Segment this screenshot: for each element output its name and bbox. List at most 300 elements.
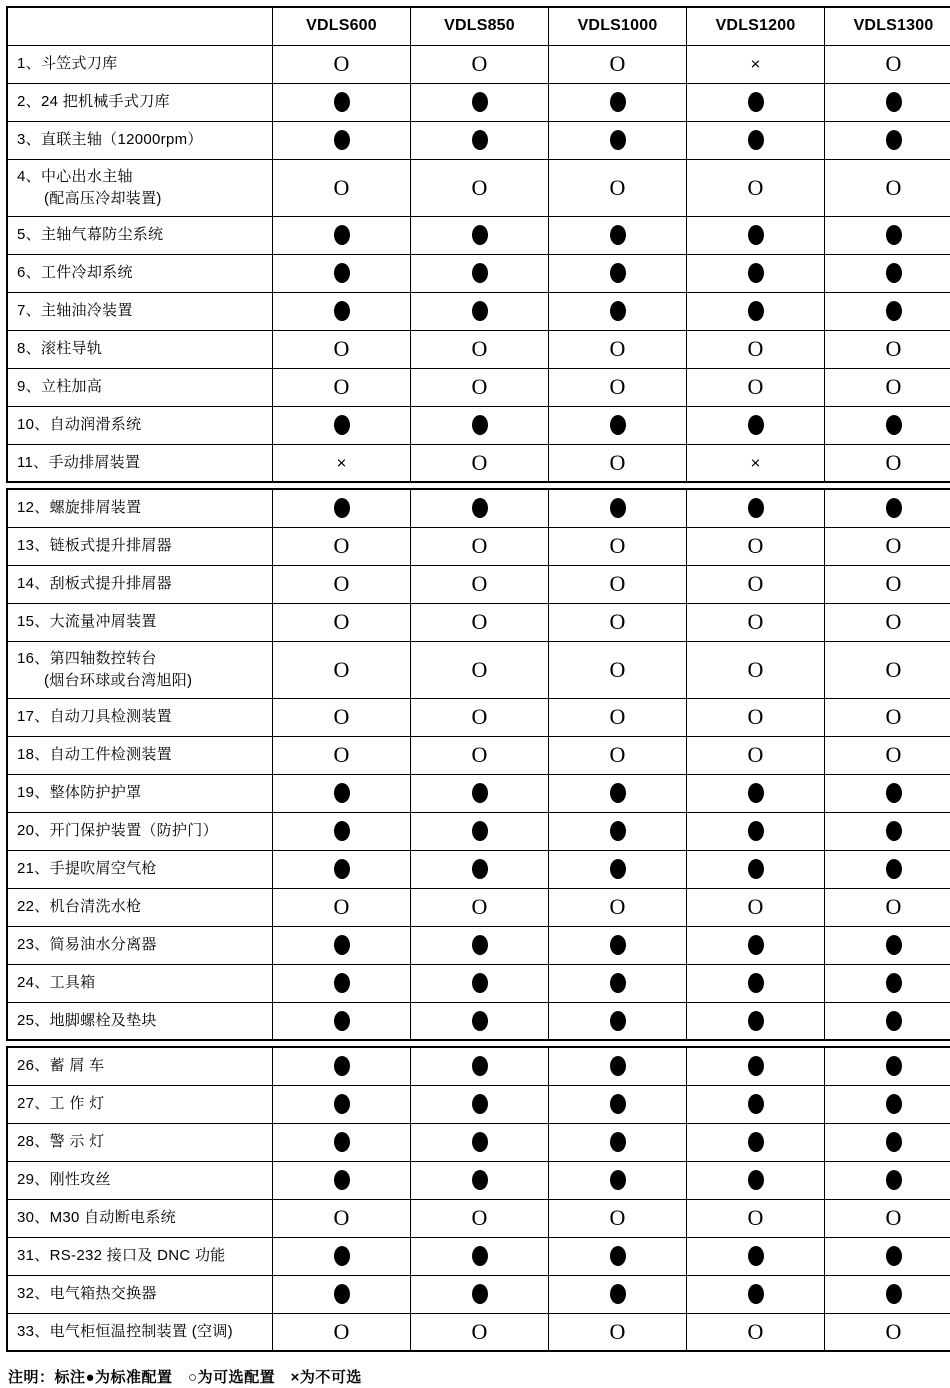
row-label-text: 25、地脚螺栓及垫块 xyxy=(17,1011,157,1029)
config-cell xyxy=(549,888,687,926)
row-label-cell xyxy=(7,45,273,83)
standard-filled-circle-symbol xyxy=(748,1132,764,1152)
config-cell xyxy=(687,926,825,964)
standard-filled-circle-symbol xyxy=(886,859,902,879)
config-cell xyxy=(549,698,687,736)
optional-circle-symbol: O xyxy=(609,742,626,767)
config-cell xyxy=(687,603,825,641)
row-label-text: 5、主轴气幕防尘系统 xyxy=(17,226,164,244)
config-cell xyxy=(411,603,549,641)
table-row xyxy=(7,489,950,527)
optional-circle-symbol: O xyxy=(885,174,902,200)
standard-filled-circle-symbol xyxy=(334,301,350,321)
config-cell xyxy=(273,641,411,698)
config-cell xyxy=(687,1275,825,1313)
optional-circle-symbol: O xyxy=(609,51,626,76)
standard-filled-circle-symbol xyxy=(610,783,626,803)
row-label-text: 18、自动工件检测装置 xyxy=(17,746,172,764)
optional-circle-symbol: O xyxy=(747,533,764,558)
standard-filled-circle-symbol xyxy=(610,225,626,245)
optional-circle-symbol: O xyxy=(609,1205,626,1230)
config-cell xyxy=(825,565,950,603)
standard-filled-circle-symbol xyxy=(886,1284,902,1304)
config-cell xyxy=(549,216,687,254)
config-cell xyxy=(825,330,950,368)
optional-circle-symbol: O xyxy=(609,174,626,200)
row-label-cell xyxy=(7,159,273,216)
config-cell xyxy=(687,888,825,926)
config-cell xyxy=(549,368,687,406)
config-cell xyxy=(825,1047,950,1085)
optional-circle-symbol: O xyxy=(609,609,626,634)
config-cell xyxy=(273,330,411,368)
row-label-cell xyxy=(7,964,273,1002)
optional-circle-symbol: O xyxy=(333,1318,350,1344)
config-cell xyxy=(411,1199,549,1237)
config-cell xyxy=(273,292,411,330)
optional-circle-symbol: O xyxy=(333,374,350,399)
optional-circle-symbol: O xyxy=(471,894,488,919)
config-cell xyxy=(273,850,411,888)
row-label-cell xyxy=(7,698,273,736)
row-label-text: 14、刮板式提升排屑器 xyxy=(17,575,172,593)
optional-circle-symbol: O xyxy=(747,571,764,596)
optional-circle-symbol: O xyxy=(471,533,488,558)
config-cell xyxy=(687,641,825,698)
optional-circle-symbol: O xyxy=(885,1205,902,1230)
config-cell xyxy=(549,736,687,774)
standard-filled-circle-symbol xyxy=(472,1246,488,1266)
table-row xyxy=(7,527,950,565)
standard-filled-circle-symbol xyxy=(748,498,764,518)
config-cell xyxy=(411,330,549,368)
legend-note: 注明：标注●为标准配置 ○为可选配置 ×为不可选 xyxy=(8,1369,362,1386)
config-cell xyxy=(273,1275,411,1313)
optional-circle-symbol: O xyxy=(885,656,902,682)
config-cell xyxy=(549,489,687,527)
table-row xyxy=(7,964,950,1002)
table-row xyxy=(7,698,950,736)
table-row xyxy=(7,565,950,603)
config-cell xyxy=(825,83,950,121)
row-label-cell xyxy=(7,121,273,159)
config-cell xyxy=(549,1161,687,1199)
config-cell xyxy=(687,45,825,83)
config-cell xyxy=(825,121,950,159)
row-label-text: 6、工件冷却系统 xyxy=(17,264,133,282)
optional-circle-symbol: O xyxy=(333,174,350,200)
standard-filled-circle-symbol xyxy=(886,301,902,321)
standard-filled-circle-symbol xyxy=(748,1056,764,1076)
row-label-cell xyxy=(7,565,273,603)
config-cell xyxy=(273,1237,411,1275)
row-label-text: 4、中心出水主轴 xyxy=(17,167,133,185)
standard-filled-circle-symbol xyxy=(610,821,626,841)
standard-filled-circle-symbol xyxy=(334,225,350,245)
standard-filled-circle-symbol xyxy=(334,783,350,803)
standard-filled-circle-symbol xyxy=(334,130,350,150)
config-cell xyxy=(273,83,411,121)
standard-filled-circle-symbol xyxy=(610,415,626,435)
optional-circle-symbol: O xyxy=(747,704,764,729)
column-header-vdls1200: VDLS1200 xyxy=(687,7,825,45)
config-cell xyxy=(549,1085,687,1123)
row-label-text: 10、自动润滑系统 xyxy=(17,416,142,434)
config-cell xyxy=(825,45,950,83)
config-cell xyxy=(549,774,687,812)
config-cell xyxy=(273,45,411,83)
standard-filled-circle-symbol xyxy=(472,783,488,803)
standard-filled-circle-symbol xyxy=(610,1056,626,1076)
standard-filled-circle-symbol xyxy=(748,130,764,150)
standard-filled-circle-symbol xyxy=(472,301,488,321)
standard-filled-circle-symbol xyxy=(886,130,902,150)
table-row xyxy=(7,1237,950,1275)
config-cell xyxy=(411,45,549,83)
row-label-cell xyxy=(7,330,273,368)
optional-circle-symbol: O xyxy=(471,609,488,634)
spec-table-section-1 xyxy=(6,6,950,483)
config-cell xyxy=(687,1123,825,1161)
row-label-cell xyxy=(7,926,273,964)
table-row xyxy=(7,330,950,368)
config-cell xyxy=(825,888,950,926)
row-label-text: 21、手提吹屑空气枪 xyxy=(17,860,157,878)
standard-filled-circle-symbol xyxy=(610,859,626,879)
row-label-cell xyxy=(7,406,273,444)
config-cell xyxy=(687,774,825,812)
row-label-text: 1、斗笠式刀库 xyxy=(17,55,118,73)
row-label-text: 16、第四轴数控转台 xyxy=(17,649,157,667)
row-label-cell xyxy=(7,1199,273,1237)
standard-filled-circle-symbol xyxy=(610,973,626,993)
optional-circle-symbol: O xyxy=(885,51,902,76)
config-cell xyxy=(273,216,411,254)
standard-filled-circle-symbol xyxy=(748,92,764,112)
standard-filled-circle-symbol xyxy=(610,498,626,518)
config-cell xyxy=(549,603,687,641)
config-cell xyxy=(273,159,411,216)
config-cell xyxy=(411,368,549,406)
row-label-text: 29、刚性攻丝 xyxy=(17,1171,111,1189)
table-row xyxy=(7,406,950,444)
optional-circle-symbol: O xyxy=(471,174,488,200)
config-cell xyxy=(411,641,549,698)
config-cell xyxy=(273,121,411,159)
row-label-cell xyxy=(7,1237,273,1275)
standard-filled-circle-symbol xyxy=(334,859,350,879)
config-cell xyxy=(549,641,687,698)
optional-circle-symbol: O xyxy=(471,704,488,729)
row-label-text: 24、工具箱 xyxy=(17,974,96,992)
config-cell xyxy=(687,159,825,216)
config-cell xyxy=(411,406,549,444)
standard-filled-circle-symbol xyxy=(472,1170,488,1190)
config-cell xyxy=(411,1161,549,1199)
config-cell xyxy=(411,1237,549,1275)
row-label-cell xyxy=(7,641,273,698)
standard-filled-circle-symbol xyxy=(886,1246,902,1266)
standard-filled-circle-symbol xyxy=(748,859,764,879)
row-label-cell xyxy=(7,1002,273,1040)
standard-filled-circle-symbol xyxy=(748,821,764,841)
config-cell xyxy=(549,850,687,888)
optional-circle-symbol: O xyxy=(333,533,350,558)
config-cell xyxy=(411,1275,549,1313)
config-cell xyxy=(549,406,687,444)
optional-circle-symbol: O xyxy=(471,571,488,596)
table-row xyxy=(7,254,950,292)
standard-filled-circle-symbol xyxy=(472,1094,488,1114)
row-label-subtext: (烟台环球或台湾旭阳) xyxy=(44,671,193,689)
optional-circle-symbol: O xyxy=(609,336,626,361)
standard-filled-circle-symbol xyxy=(334,1011,350,1031)
config-cell xyxy=(825,774,950,812)
standard-filled-circle-symbol xyxy=(472,1011,488,1031)
optional-circle-symbol: O xyxy=(885,336,902,361)
standard-filled-circle-symbol xyxy=(748,1170,764,1190)
row-label-cell xyxy=(7,292,273,330)
standard-filled-circle-symbol xyxy=(472,1132,488,1152)
optional-circle-symbol: O xyxy=(747,609,764,634)
config-cell xyxy=(411,83,549,121)
optional-circle-symbol: O xyxy=(747,1318,764,1344)
config-cell xyxy=(411,1123,549,1161)
config-cell xyxy=(273,444,411,482)
standard-filled-circle-symbol xyxy=(886,1011,902,1031)
config-cell xyxy=(549,121,687,159)
row-label-cell xyxy=(7,774,273,812)
config-cell xyxy=(687,1002,825,1040)
header-row xyxy=(7,7,950,45)
row-label-text: 13、链板式提升排屑器 xyxy=(17,537,172,555)
config-cell xyxy=(825,698,950,736)
row-label-cell xyxy=(7,1123,273,1161)
standard-filled-circle-symbol xyxy=(334,1246,350,1266)
config-cell xyxy=(687,527,825,565)
row-label-text: 9、立柱加高 xyxy=(17,378,103,396)
table-row xyxy=(7,850,950,888)
standard-filled-circle-symbol xyxy=(748,1011,764,1031)
optional-circle-symbol: O xyxy=(885,742,902,767)
config-cell xyxy=(273,603,411,641)
optional-circle-symbol: O xyxy=(333,51,350,76)
config-cell xyxy=(273,926,411,964)
config-cell xyxy=(411,850,549,888)
standard-filled-circle-symbol xyxy=(886,783,902,803)
table-row xyxy=(7,736,950,774)
optional-circle-symbol: O xyxy=(609,656,626,682)
standard-filled-circle-symbol xyxy=(334,935,350,955)
table-row xyxy=(7,1002,950,1040)
config-cell xyxy=(273,888,411,926)
optional-circle-symbol: O xyxy=(885,374,902,399)
row-label-cell xyxy=(7,1275,273,1313)
table-row xyxy=(7,1275,950,1313)
standard-filled-circle-symbol xyxy=(472,92,488,112)
row-label-cell xyxy=(7,1085,273,1123)
config-cell xyxy=(825,292,950,330)
standard-filled-circle-symbol xyxy=(472,263,488,283)
config-cell xyxy=(825,812,950,850)
config-cell xyxy=(273,1313,411,1351)
config-cell xyxy=(411,812,549,850)
optional-circle-symbol: O xyxy=(471,1205,488,1230)
row-label-text: 7、主轴油冷装置 xyxy=(17,302,133,320)
optional-circle-symbol: O xyxy=(471,449,488,475)
standard-filled-circle-symbol xyxy=(472,130,488,150)
standard-filled-circle-symbol xyxy=(886,263,902,283)
config-cell xyxy=(687,1199,825,1237)
config-cell xyxy=(273,489,411,527)
config-cell xyxy=(825,368,950,406)
config-cell xyxy=(549,254,687,292)
optional-circle-symbol: O xyxy=(333,336,350,361)
standard-filled-circle-symbol xyxy=(886,415,902,435)
config-cell xyxy=(549,292,687,330)
row-label-cell xyxy=(7,489,273,527)
config-cell xyxy=(411,565,549,603)
config-cell xyxy=(687,368,825,406)
standard-filled-circle-symbol xyxy=(334,1056,350,1076)
optional-circle-symbol: O xyxy=(747,374,764,399)
column-header-vdls1000: VDLS1000 xyxy=(549,7,687,45)
row-label-cell xyxy=(7,83,273,121)
row-label-text: 3、直联主轴（12000rpm） xyxy=(17,131,203,149)
optional-circle-symbol: O xyxy=(471,336,488,361)
optional-circle-symbol: O xyxy=(885,571,902,596)
config-cell xyxy=(687,736,825,774)
table-row xyxy=(7,1313,950,1351)
row-label-text: 19、整体防护护罩 xyxy=(17,784,142,802)
config-cell xyxy=(549,812,687,850)
table-row xyxy=(7,774,950,812)
config-cell xyxy=(825,489,950,527)
standard-filled-circle-symbol xyxy=(610,1284,626,1304)
standard-filled-circle-symbol xyxy=(748,1094,764,1114)
config-cell xyxy=(411,888,549,926)
table-row xyxy=(7,1161,950,1199)
row-label-text: 11、手动排屑装置 xyxy=(17,453,141,471)
standard-filled-circle-symbol xyxy=(610,92,626,112)
config-cell xyxy=(825,1002,950,1040)
optional-circle-symbol: O xyxy=(885,894,902,919)
table-row xyxy=(7,641,950,698)
optional-circle-symbol: O xyxy=(885,1318,902,1344)
standard-filled-circle-symbol xyxy=(334,1132,350,1152)
row-label-cell xyxy=(7,444,273,482)
config-cell xyxy=(411,292,549,330)
standard-filled-circle-symbol xyxy=(334,415,350,435)
config-cell xyxy=(273,1161,411,1199)
config-cell xyxy=(687,698,825,736)
config-cell xyxy=(825,736,950,774)
row-label-cell xyxy=(7,736,273,774)
config-cell xyxy=(273,368,411,406)
table-row xyxy=(7,1199,950,1237)
row-label-text: 30、M30 自动断电系统 xyxy=(17,1209,176,1227)
config-cell xyxy=(825,406,950,444)
optional-circle-symbol: O xyxy=(333,704,350,729)
unavailable-cross-symbol: × xyxy=(750,54,761,74)
row-label-text: 15、大流量冲屑装置 xyxy=(17,613,157,631)
config-cell xyxy=(687,254,825,292)
standard-filled-circle-symbol xyxy=(610,1094,626,1114)
row-label-text: 8、滚柱导轨 xyxy=(17,340,103,358)
config-cell xyxy=(411,216,549,254)
standard-filled-circle-symbol xyxy=(886,92,902,112)
row-label-cell xyxy=(7,603,273,641)
column-header-vdls850: VDLS850 xyxy=(411,7,549,45)
optional-circle-symbol: O xyxy=(471,1318,488,1344)
standard-filled-circle-symbol xyxy=(886,1094,902,1114)
row-label-text: 22、机台清洗水枪 xyxy=(17,898,142,916)
config-cell xyxy=(549,330,687,368)
config-cell xyxy=(687,1313,825,1351)
standard-filled-circle-symbol xyxy=(472,498,488,518)
optional-circle-symbol: O xyxy=(333,1205,350,1230)
standard-filled-circle-symbol xyxy=(748,973,764,993)
row-label-text: 26、蓄 屑 车 xyxy=(17,1057,105,1075)
standard-filled-circle-symbol xyxy=(610,1011,626,1031)
standard-filled-circle-symbol xyxy=(334,263,350,283)
unavailable-cross-symbol: × xyxy=(336,453,347,473)
standard-filled-circle-symbol xyxy=(472,859,488,879)
config-cell xyxy=(411,1002,549,1040)
config-cell xyxy=(825,1199,950,1237)
config-cell xyxy=(411,926,549,964)
spec-table-section-3 xyxy=(6,1046,950,1352)
table-row xyxy=(7,888,950,926)
table-row xyxy=(7,216,950,254)
optional-circle-symbol: O xyxy=(747,336,764,361)
config-cell xyxy=(687,83,825,121)
standard-filled-circle-symbol xyxy=(472,415,488,435)
config-cell xyxy=(273,1002,411,1040)
optional-circle-symbol: O xyxy=(333,742,350,767)
config-cell xyxy=(411,121,549,159)
table-row xyxy=(7,812,950,850)
row-label-text: 12、螺旋排屑装置 xyxy=(17,499,142,517)
standard-filled-circle-symbol xyxy=(610,1246,626,1266)
standard-filled-circle-symbol xyxy=(748,1284,764,1304)
standard-filled-circle-symbol xyxy=(748,935,764,955)
row-label-cell xyxy=(7,216,273,254)
config-cell xyxy=(687,1047,825,1085)
config-cell xyxy=(825,527,950,565)
config-cell xyxy=(549,159,687,216)
config-cell xyxy=(825,1123,950,1161)
table-row xyxy=(7,926,950,964)
optional-circle-symbol: O xyxy=(609,894,626,919)
optional-circle-symbol: O xyxy=(885,609,902,634)
optional-circle-symbol: O xyxy=(747,894,764,919)
standard-filled-circle-symbol xyxy=(886,1132,902,1152)
optional-circle-symbol: O xyxy=(471,374,488,399)
config-cell xyxy=(273,406,411,444)
column-header-vdls1300: VDLS1300 xyxy=(825,7,950,45)
config-cell xyxy=(273,527,411,565)
config-cell xyxy=(549,45,687,83)
standard-filled-circle-symbol xyxy=(472,225,488,245)
optional-circle-symbol: O xyxy=(333,656,350,682)
standard-filled-circle-symbol xyxy=(334,1284,350,1304)
standard-filled-circle-symbol xyxy=(886,821,902,841)
table-row xyxy=(7,1085,950,1123)
row-label-cell xyxy=(7,527,273,565)
config-cell xyxy=(825,964,950,1002)
optional-circle-symbol: O xyxy=(471,742,488,767)
